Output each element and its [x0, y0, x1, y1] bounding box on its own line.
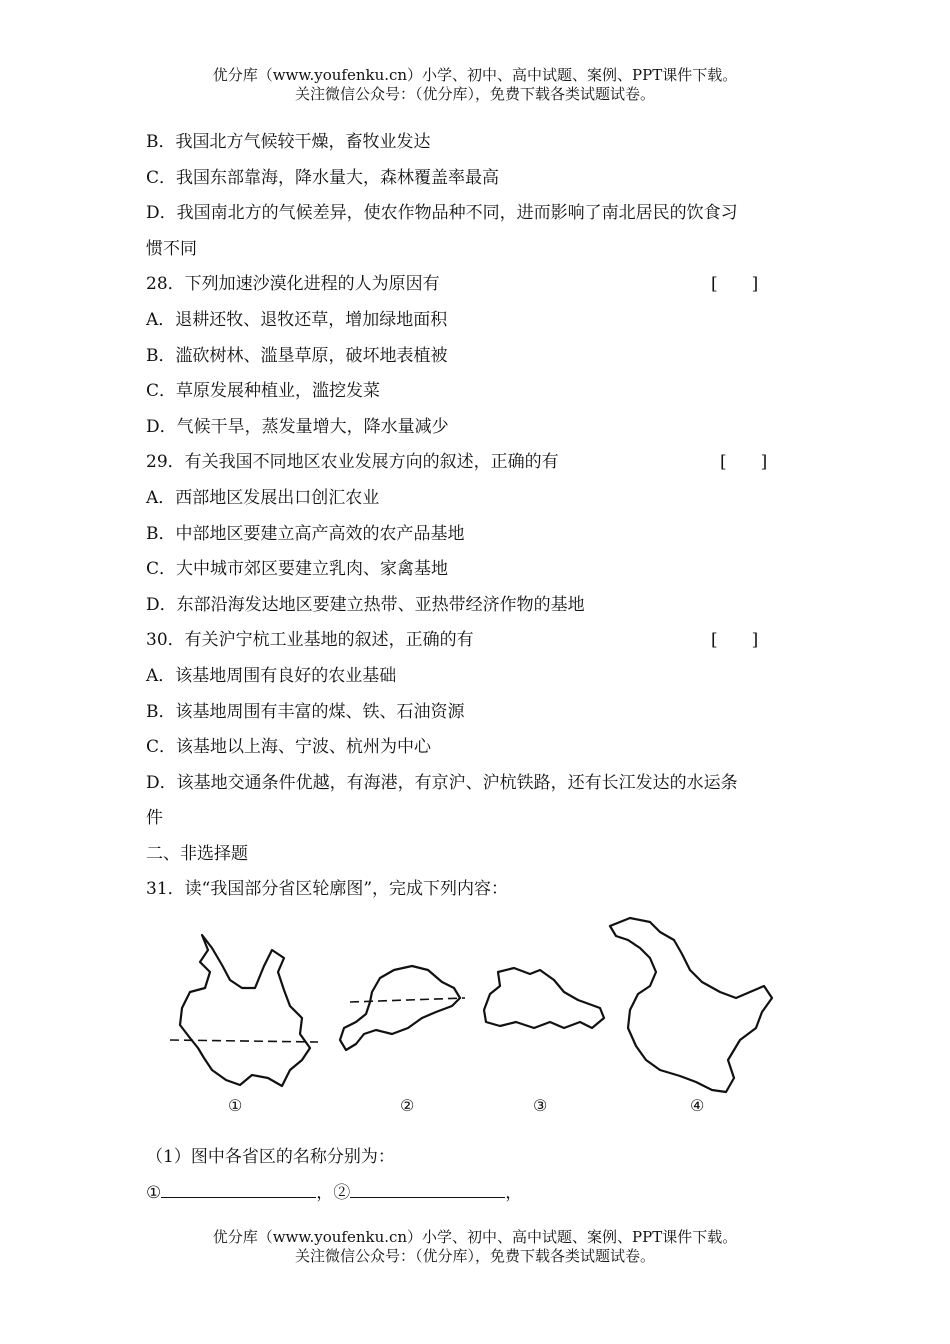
province-outline-1	[180, 935, 310, 1086]
figure-label-3: ③	[533, 1096, 548, 1115]
answer-end: ，	[505, 1183, 523, 1203]
question-28-text: 28．下列加速沙漠化进程的人为原因有	[146, 274, 440, 295]
option-b-29: B．中部地区要建立高产高效的农产品基地	[146, 523, 465, 544]
answer-bracket-29: [ ]	[720, 452, 768, 473]
tropic-line-2	[350, 998, 465, 1002]
answer-mark-1: ①	[146, 1183, 162, 1203]
province-outline-2	[340, 966, 460, 1050]
option-d-28: D．气候干旱，蒸发量增大，降水量减少	[146, 416, 449, 437]
option-b-27: B．我国北方气候较干燥，畜牧业发达	[146, 132, 431, 152]
option-d-27: D．我国南北方的气候差异，使农作物品种不同，进而影响了南北居民的饮食习	[146, 203, 738, 224]
option-a-30: A．该基地周围有良好的农业基础	[146, 665, 397, 686]
option-c-28: C．草原发展种植业，滥挖发菜	[146, 381, 381, 402]
option-d-29: D．东部沿海发达地区要建立热带、亚热带经济作物的基地	[146, 594, 585, 615]
option-d-30: D．该基地交通条件优越，有海港，有京沪、沪杭铁路，还有长江发达的水运条	[146, 772, 738, 793]
answer-line	[146, 1175, 816, 1211]
question-30-text: 30．有关沪宁杭工业基地的叙述，正确的有	[146, 630, 474, 651]
exam-content	[146, 125, 816, 908]
answer-mark-2: ②	[333, 1183, 351, 1203]
option-c-29: C．大中城市郊区要建立乳肉、家禽基地	[146, 559, 449, 580]
page-header	[0, 66, 950, 104]
answer-blank-1[interactable]	[161, 1179, 316, 1198]
answer-bracket-28: [ ]	[711, 274, 759, 295]
province-outline-3	[484, 968, 604, 1028]
option-d-30-cont: 件	[146, 808, 163, 829]
question-29	[146, 445, 816, 481]
option-a-28: A．退耕还牧、退牧还草，增加绿地面积	[146, 309, 448, 330]
page-footer	[0, 1228, 950, 1266]
question-31-part-1	[146, 1139, 816, 1211]
option-d-27-cont: 惯不同	[146, 238, 197, 259]
header-line-1: 优分库（www.youfenku.cn）小学、初中、高中试题、案例、PPT课件下载。	[212, 66, 738, 84]
province-outline-4	[610, 918, 772, 1092]
figure-label-4: ④	[690, 1096, 705, 1115]
question-31: 31．读“我国部分省区轮廓图”，完成下列内容：	[146, 879, 509, 900]
answer-blank-2[interactable]	[350, 1179, 505, 1198]
option-c-30: C．该基地以上海、宁波、杭州为中心	[146, 737, 432, 758]
footer-line-2: 关注微信公众号：（优分库），免费下载各类试题试卷。	[294, 1247, 655, 1265]
figure-label-1: ①	[228, 1096, 243, 1115]
figure-label-2: ②	[400, 1096, 415, 1115]
province-outlines-svg	[160, 910, 800, 1125]
answer-separator: ，	[316, 1183, 334, 1203]
header-line-2: 关注微信公众号：（优分库），免费下载各类试题试卷。	[294, 85, 655, 103]
question-31-part-1-prompt: （1）图中各省区的名称分别为：	[146, 1147, 395, 1167]
option-b-28: B．滥砍树林、滥垦草原，破坏地表植被	[146, 345, 448, 366]
question-28	[146, 267, 816, 303]
province-outline-figure	[160, 910, 800, 1125]
option-c-27: C．我国东部靠海，降水量大，森林覆盖率最高	[146, 167, 500, 188]
option-a-29: A．西部地区发展出口创汇农业	[146, 487, 380, 508]
answer-bracket-30: [ ]	[711, 630, 759, 651]
question-29-text: 29．有关我国不同地区农业发展方向的叙述，正确的有	[146, 452, 559, 473]
question-30	[146, 623, 816, 659]
section-heading: 二、非选择题	[146, 843, 248, 864]
option-b-30: B．该基地周围有丰富的煤、铁、石油资源	[146, 701, 465, 722]
footer-line-1: 优分库（www.youfenku.cn）小学、初中、高中试题、案例、PPT课件下载。	[212, 1228, 738, 1246]
